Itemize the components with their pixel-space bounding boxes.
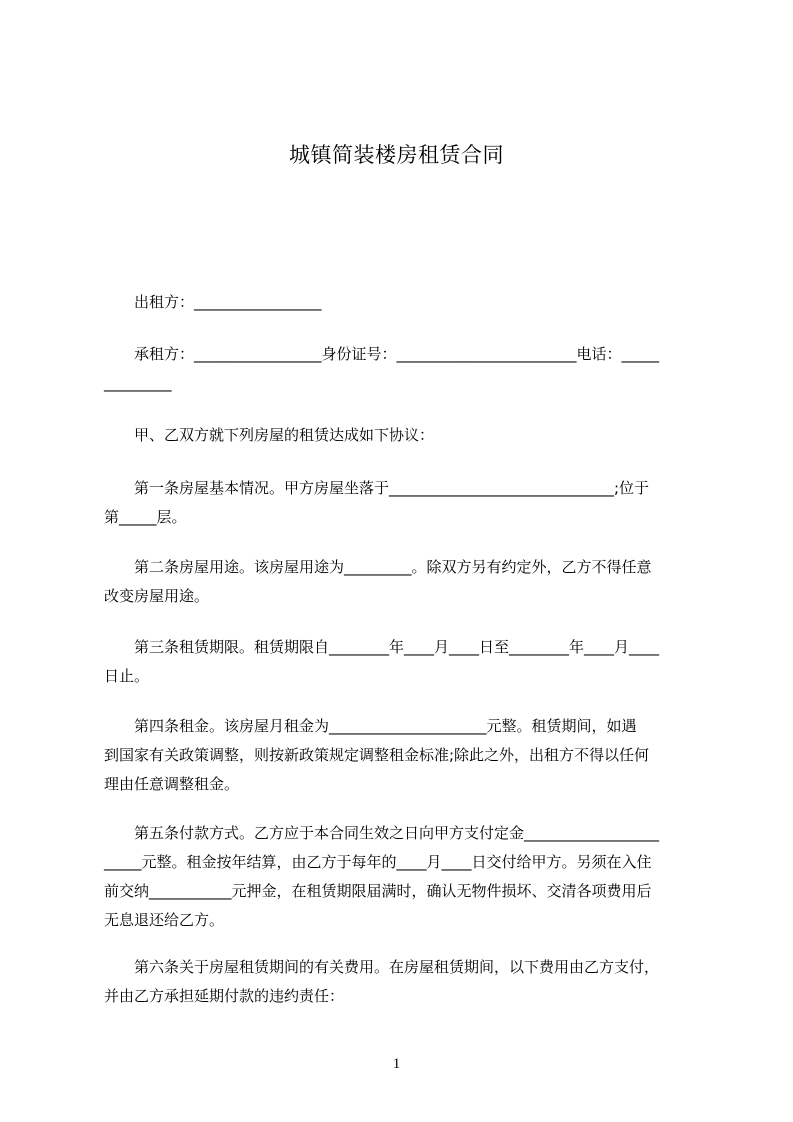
lessee-line-1: 承租方：_________________身份证号：________________________电话：_____ [134, 345, 660, 363]
lessor-text: 出租方：_________________ [134, 293, 322, 311]
intro-text: 甲、乙双方就下列房屋的租赁达成如下协议： [134, 426, 435, 444]
document-title: 城镇简装楼房租赁合同 [289, 143, 504, 167]
lessee-line-2: _________ [104, 374, 172, 392]
article-3-line-2: 日止。 [104, 667, 150, 685]
page-number: 1 [392, 1056, 401, 1072]
article-5-line-1: 第五条付款方式。乙方应于本合同生效之日向甲方支付定金__________________ [134, 824, 660, 842]
article-4 [104, 712, 700, 799]
intro-paragraph [104, 421, 700, 450]
article-2-line-1: 第二条房屋用途。该房屋用途为_________。除双方另有约定外，乙方不得任意 [134, 558, 652, 576]
article-4-line-1: 第四条租金。该房屋月租金为_____________________元整。租赁期间，如遇 [134, 717, 637, 735]
article-2-line-2: 改变房屋用途。 [104, 587, 210, 605]
article-2 [104, 553, 700, 611]
lessor-line [104, 288, 700, 317]
lessee-paragraph [104, 340, 700, 398]
article-1-line-1: 第一条房屋基本情况。甲方房屋坐落于______________________________;位于 [134, 479, 650, 497]
article-1 [104, 474, 700, 532]
article-6-line-1: 第六条关于房屋租赁期间的有关费用。在房屋租赁期间，以下费用由乙方支付， [134, 958, 660, 976]
article-3 [104, 633, 700, 691]
article-1-line-2: 第_____层。 [104, 508, 187, 526]
article-5-line-2: _____元整。租金按年结算，由乙方于每年的____月____日交付给甲方。另须在入住 [104, 853, 652, 871]
article-4-line-2: 到国家有关政策调整，则按新政策规定调整租金标准;除此之外，出租方不得以任何 [104, 746, 650, 764]
article-5 [104, 819, 700, 935]
article-4-line-3: 理由任意调整租金。 [104, 775, 240, 793]
article-3-line-1: 第三条租赁期限。租赁期限自________年____月____日至________年____月____ [134, 638, 660, 656]
article-5-line-3: 前交纳___________元押金，在租赁期限届满时，确认无物件损坏、交清各项费用后 [104, 882, 652, 900]
article-5-line-4: 无息退还给乙方。 [104, 911, 225, 929]
article-6-line-2: 并由乙方承担延期付款的违约责任： [104, 987, 345, 1005]
article-6 [104, 953, 700, 1011]
